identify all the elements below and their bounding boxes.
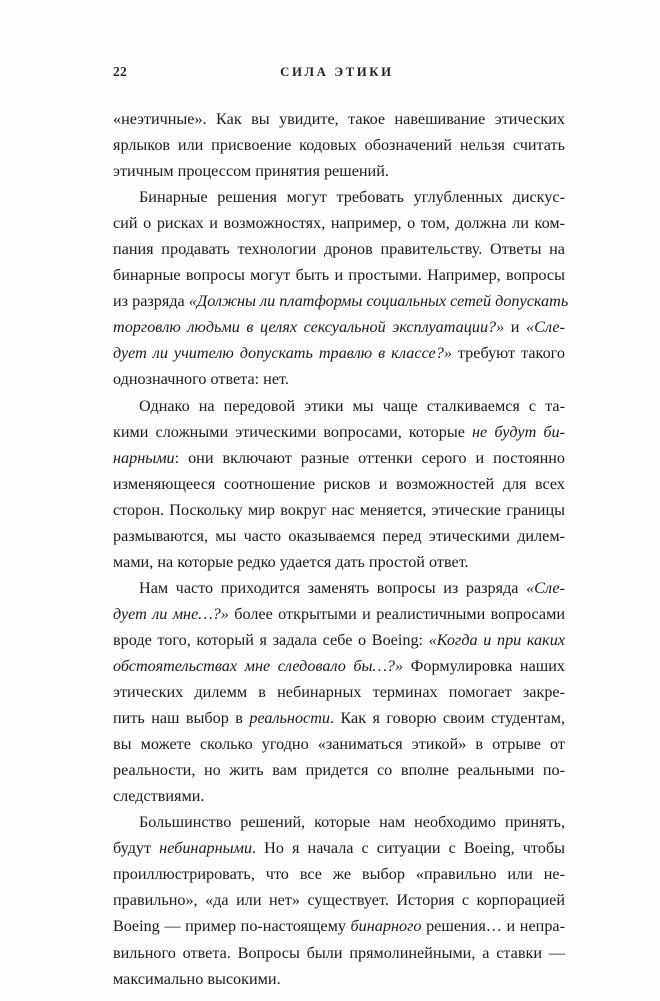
italic-run: «Сле- bbox=[526, 318, 565, 337]
text-run: Нам часто приходится заменять вопросы из разряда bbox=[139, 578, 527, 597]
text-line bbox=[113, 106, 565, 132]
text-line bbox=[113, 679, 565, 705]
text-run: следствиями. bbox=[113, 787, 205, 806]
text-run: и bbox=[504, 318, 527, 337]
italic-run: нарными bbox=[113, 448, 175, 467]
text-run: размываются, мы часто оказываемся перед этическими дилем- bbox=[113, 526, 565, 545]
text-line bbox=[113, 783, 565, 809]
italic-run: «Должны ли платформы социальных сетей допускать bbox=[188, 292, 569, 311]
text-line bbox=[113, 210, 565, 236]
text-run: будут bbox=[113, 839, 160, 858]
text-line bbox=[113, 314, 565, 340]
italic-run: «Когда и при каких bbox=[428, 630, 565, 649]
paragraph bbox=[113, 575, 565, 809]
paragraph bbox=[113, 184, 569, 392]
text-line bbox=[113, 419, 565, 445]
italic-run: небинарными bbox=[159, 839, 253, 858]
text-run: этичным процессом принятия решений. bbox=[113, 162, 389, 181]
text-run: более открытыми и реалистичными вопросами bbox=[228, 604, 566, 623]
text-line bbox=[113, 393, 565, 419]
text-line bbox=[113, 549, 565, 575]
text-line bbox=[113, 627, 565, 653]
text-run: решения… и непра- bbox=[421, 917, 565, 936]
text-line bbox=[113, 913, 565, 939]
text-run: максимально высокими. bbox=[113, 969, 281, 988]
text-line bbox=[113, 757, 565, 783]
text-line bbox=[113, 653, 565, 679]
paragraph bbox=[113, 809, 565, 991]
text-run: Формулировка наших bbox=[403, 656, 565, 675]
text-run: из разряда bbox=[113, 292, 189, 311]
text-line bbox=[113, 835, 565, 861]
text-run: реальности, но жить вам придется со вполне реальными по- bbox=[113, 761, 565, 780]
text-line bbox=[113, 523, 565, 549]
text-run: изменяющееся соотношение рисков и возможностей для всех bbox=[113, 474, 565, 493]
text-line bbox=[113, 887, 565, 913]
text-run: пания продавать технологии дронов правительству. Ответы на bbox=[113, 240, 565, 259]
text-run: вильного ответа. Вопросы были прямолинейными, а ставки — bbox=[113, 943, 565, 962]
italic-run: бинарного bbox=[350, 917, 422, 936]
text-run: Большинство решений, которые нам необходимо принять, bbox=[139, 813, 565, 832]
running-head-title: СИЛА ЭТИКИ bbox=[280, 64, 394, 79]
text-line bbox=[113, 262, 565, 288]
text-run: этических дилемм в небинарных терминах помогает закре- bbox=[113, 683, 565, 702]
text-run: вы можете сколько угодно «заниматься этикой» в отрыве от bbox=[113, 735, 565, 754]
text-run: Бинарные решения могут требовать углубленных дискус- bbox=[139, 188, 565, 207]
text-line bbox=[113, 236, 565, 262]
text-line bbox=[113, 705, 565, 731]
text-line bbox=[113, 940, 565, 966]
italic-run: дует ли мне…?» bbox=[113, 604, 229, 623]
text-run: сий о рисках и возможностях, например, о том, должна ли ком- bbox=[113, 214, 565, 233]
italic-run: не будут би- bbox=[472, 422, 566, 441]
italic-run: торговлю людьми в целях сексуальной эксплуатации?» bbox=[113, 318, 505, 337]
text-line bbox=[113, 366, 565, 392]
text-line bbox=[113, 497, 565, 523]
text-line bbox=[113, 861, 565, 887]
text-run: требуют такого bbox=[451, 344, 565, 363]
text-run: сторон. Поскольку мир вокруг нас меняется, этические границы bbox=[113, 500, 565, 519]
text-run: . Как я говорю своим студентам, bbox=[330, 709, 565, 728]
text-run: . Но я начала с ситуации с Boeing, чтобы bbox=[252, 839, 565, 858]
text-run: вроде того, который я задала себе о Boeing: bbox=[113, 630, 429, 649]
text-run: мами, на которые редко удается дать простой ответ. bbox=[113, 552, 469, 571]
text-run: проиллюстрировать, что все же выбор «правильно или не- bbox=[113, 865, 565, 884]
paragraph bbox=[113, 106, 565, 184]
italic-run: обстоятельствах мне следовало бы…?» bbox=[113, 656, 404, 675]
text-line bbox=[113, 288, 569, 314]
text-run: однозначного ответа: нет. bbox=[113, 370, 289, 389]
running-head bbox=[113, 62, 565, 82]
paragraph bbox=[113, 393, 565, 575]
text-run: Boeing — пример по-настоящему bbox=[113, 917, 351, 936]
text-run: Однако на передовой этики мы чаще сталкиваемся с та- bbox=[139, 396, 565, 415]
text-line bbox=[113, 731, 565, 757]
text-line bbox=[113, 575, 565, 601]
italic-run: дует ли учителю допускать травлю в классе?» bbox=[113, 344, 452, 363]
text-run: кими сложными этическими вопросами, которые bbox=[113, 422, 473, 441]
text-line bbox=[113, 471, 565, 497]
text-run: : они включают разные оттенки серого и постоянно bbox=[174, 448, 565, 467]
text-line bbox=[113, 340, 565, 366]
text-line bbox=[113, 132, 565, 158]
italic-run: «Сле- bbox=[526, 578, 565, 597]
text-run: пить наш выбор в bbox=[113, 709, 250, 728]
page-number: 22 bbox=[113, 64, 127, 80]
text-line bbox=[113, 184, 565, 210]
text-run: ярлыков или присвоение кодовых обозначений нельзя считать bbox=[113, 136, 565, 155]
text-run: бинарные вопросы могут быть и простыми. Например, вопросы bbox=[113, 266, 565, 285]
text-line bbox=[113, 809, 565, 835]
text-run: «неэтичные». Как вы увидите, такое навешивание этических bbox=[113, 110, 565, 128]
text-line bbox=[113, 445, 565, 471]
text-line bbox=[113, 966, 565, 992]
italic-run: реальности bbox=[249, 709, 331, 728]
text-block bbox=[113, 106, 569, 992]
text-run: правильно», «да или нет» существует. История с корпорацией bbox=[113, 891, 565, 910]
text-line bbox=[113, 601, 565, 627]
text-line bbox=[113, 158, 565, 184]
